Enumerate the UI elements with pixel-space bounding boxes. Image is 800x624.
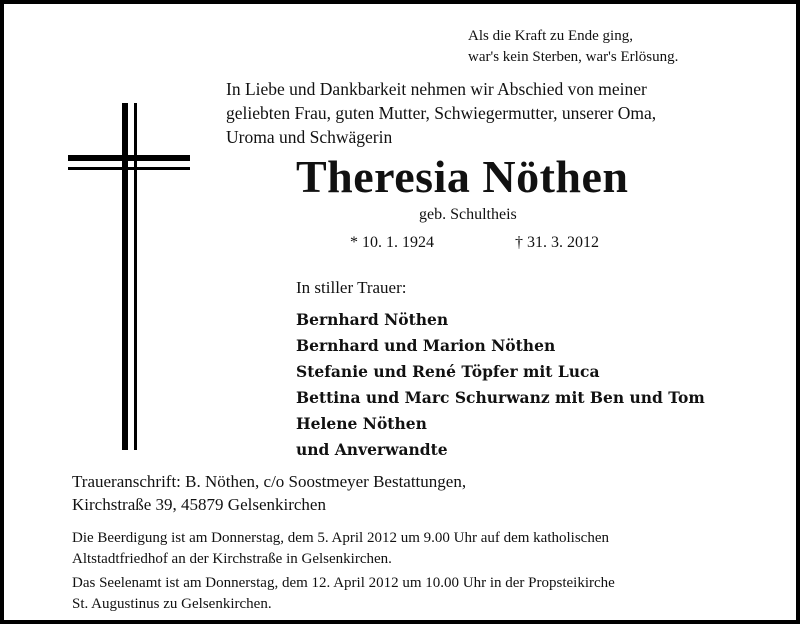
- funeral-line-1: Die Beerdigung ist am Donnerstag, dem 5. April 2012 um 9.00 Uhr auf dem katholischen: [72, 530, 609, 546]
- mourner-name: Stefanie und René Töpfer mit Luca: [296, 362, 600, 381]
- address-line-1: Traueranschrift: B. Nöthen, c/o Soostmeyer Bestattungen,: [72, 472, 467, 491]
- mourner-name: Helene Nöthen: [296, 414, 427, 433]
- maiden-name: geb. Schultheis: [419, 206, 517, 223]
- mourners-list: [296, 307, 705, 463]
- address-line-2: Kirchstraße 39, 45879 Gelsenkirchen: [72, 495, 326, 514]
- mourning-address: [72, 470, 466, 516]
- mourners-label: In stiller Trauer:: [296, 278, 407, 297]
- birth-date: * 10. 1. 1924: [350, 234, 434, 251]
- motto-line-1: Als die Kraft zu Ende ging,: [468, 28, 633, 44]
- mourner-name: Bernhard und Marion Nöthen: [296, 336, 556, 355]
- requiem-line-2: St. Augustinus zu Gelsenkirchen.: [72, 596, 272, 612]
- death-date: † 31. 3. 2012: [515, 234, 599, 251]
- intro-line-1: In Liebe und Dankbarkeit nehmen wir Abschied von meiner: [226, 79, 647, 99]
- funeral-info: [72, 528, 609, 570]
- cross-icon: [68, 103, 190, 450]
- mourner-name: und Anverwandte: [296, 440, 448, 459]
- motto: [468, 26, 678, 68]
- intro-line-2: geliebten Frau, guten Mutter, Schwiegermutter, unserer Oma,: [226, 103, 657, 123]
- funeral-line-2: Altstadtfriedhof an der Kirchstraße in Gelsenkirchen.: [72, 551, 392, 567]
- requiem-line-1: Das Seelenamt ist am Donnerstag, dem 12. April 2012 um 10.00 Uhr in der Propsteikirche: [72, 575, 615, 591]
- mourner-name: Bernhard Nöthen: [296, 310, 449, 329]
- intro-text: [226, 77, 656, 149]
- mourner-name: Bettina und Marc Schurwanz mit Ben und Tom: [296, 388, 705, 407]
- intro-line-3: Uroma und Schwägerin: [226, 127, 393, 147]
- motto-line-2: war's kein Sterben, war's Erlösung.: [468, 49, 679, 65]
- deceased-name: Theresia Nöthen: [296, 151, 629, 202]
- requiem-info: [72, 573, 615, 615]
